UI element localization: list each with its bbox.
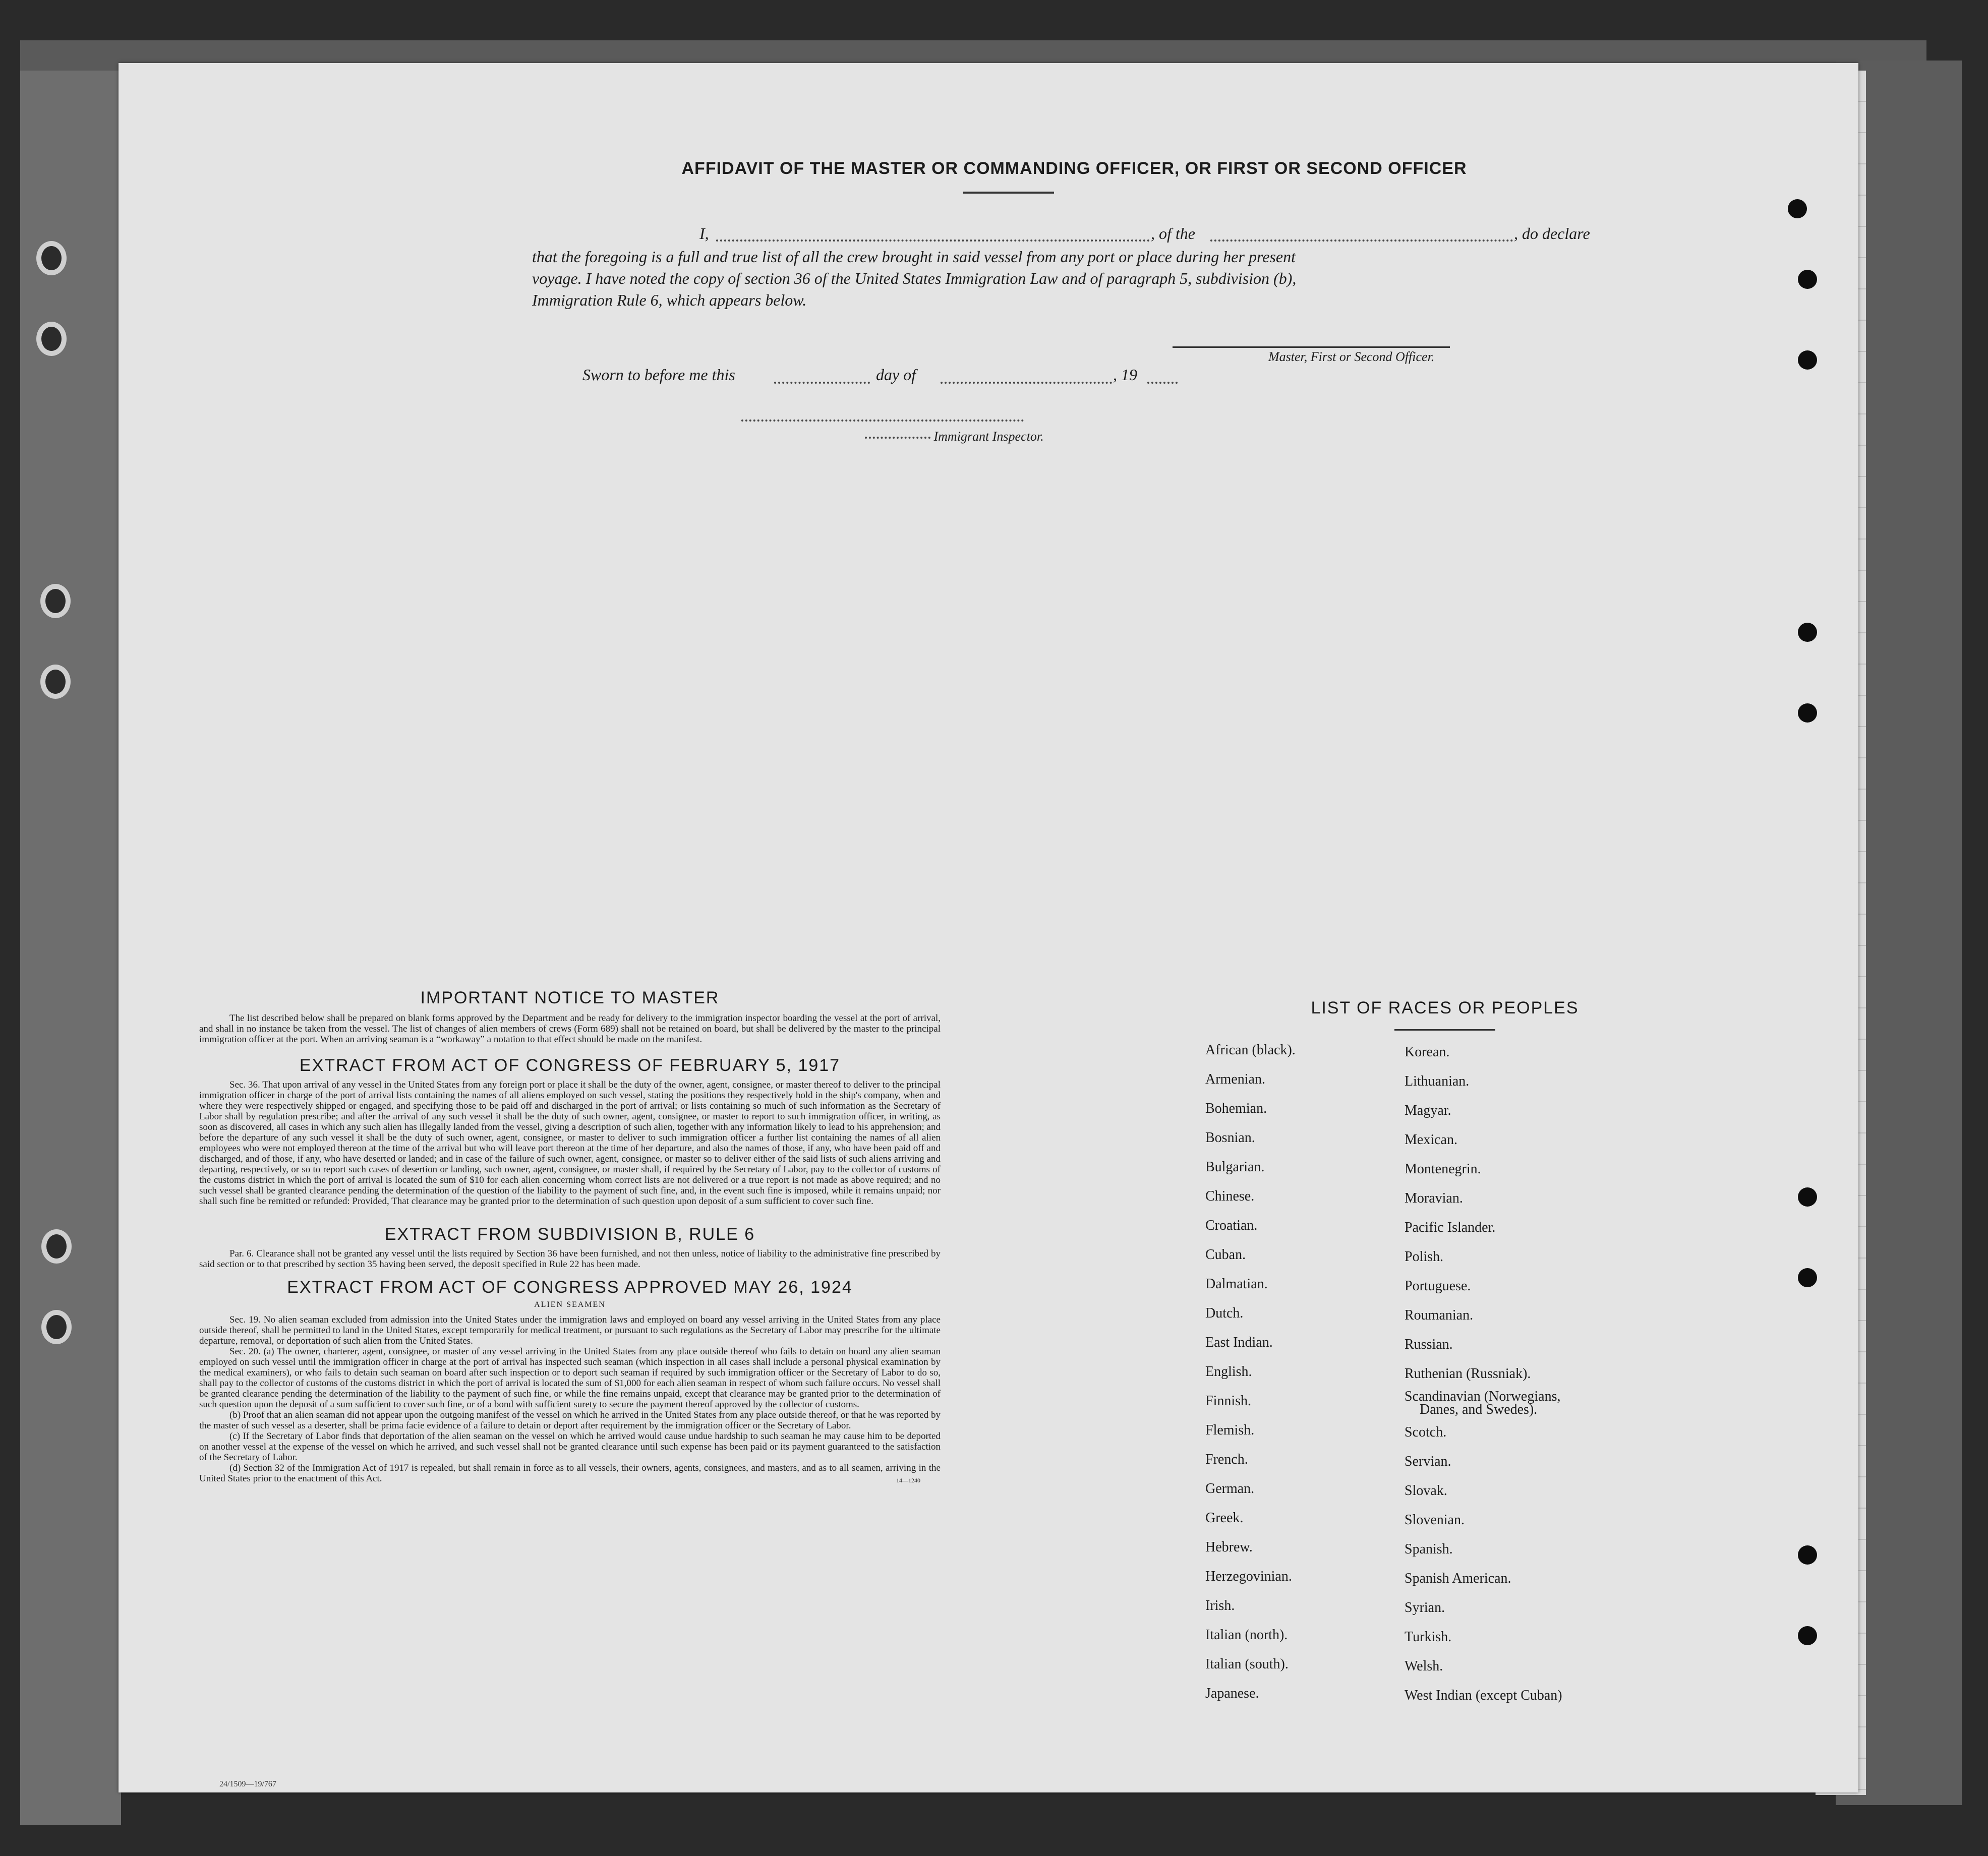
subdivision-title: EXTRACT FROM SUBDIVISION B, RULE 6 xyxy=(384,1225,755,1244)
sec-20c-paragraph: (c) If the Secretary of Labor finds that deportation of the alien seaman on the vessel on which he arrived would cause undue hardship to such seaman he may cause him to be deported on another vessel at the expense of the vessel on which he arrived, and such vessel shall not be granted clearance until such expense has been paid or its payment guaranteed to the satisfaction of the Secretary of Labor. xyxy=(199,1431,941,1463)
race-item: Polish. xyxy=(1405,1249,1444,1265)
binding-hole xyxy=(41,1310,72,1344)
race-item: Bosnian. xyxy=(1205,1130,1255,1146)
affidavit-title: AFFIDAVIT OF THE MASTER OR COMMANDING OFFICER, OR FIRST OR SECOND OFFICER xyxy=(681,159,1467,178)
race-item: Russian. xyxy=(1405,1337,1453,1352)
race-item: Ruthenian (Russniak). xyxy=(1405,1366,1531,1382)
signature-line xyxy=(1173,346,1450,348)
race-item: Bohemian. xyxy=(1205,1101,1267,1116)
of-the-label: , of the xyxy=(1151,224,1195,243)
sec-20d-paragraph: (d) Section 32 of the Immigration Act of 1917 is repealed, but shall remain in force as to all vessels, their owners, agents, consignees, and masters, and as to all seamen, arriving in the United States prior to the enactment of this Act. xyxy=(199,1463,941,1484)
race-item: Irish. xyxy=(1205,1598,1235,1613)
affidavit-line-2: that the foregoing is a full and true list of all the crew brought in said vessel from any port or place during her present xyxy=(532,248,1296,266)
year-label: , 19 xyxy=(1113,366,1137,384)
race-item: Spanish American. xyxy=(1405,1571,1511,1586)
race-item: Japanese. xyxy=(1205,1686,1259,1701)
sec-20b-paragraph: (b) Proof that an alien seaman did not appear upon the outgoing manifest of the vessel on which he arrived in the United States from any place outside thereof, or that he was reported by the master of such vessel as a deserter, shall be prima facie evidence of a failure to detain or deport after requirement by the immigration officer or the Secretary of Labor. xyxy=(199,1410,941,1431)
punch-hole xyxy=(1798,1545,1817,1565)
race-item: Slovak. xyxy=(1405,1483,1447,1499)
punch-hole xyxy=(1788,199,1807,218)
race-item: Korean. xyxy=(1405,1044,1450,1060)
signature-label: Master, First or Second Officer. xyxy=(1268,349,1435,364)
race-item: German. xyxy=(1205,1481,1255,1496)
race-item: Herzegovinian. xyxy=(1205,1569,1292,1584)
races-title-rule xyxy=(1394,1029,1495,1031)
race-item: Croatian. xyxy=(1205,1218,1258,1233)
race-item: Moravian. xyxy=(1405,1190,1463,1206)
race-item: Chinese. xyxy=(1205,1188,1255,1204)
race-item: Hebrew. xyxy=(1205,1539,1253,1555)
race-item: English. xyxy=(1205,1364,1252,1380)
race-item: Magyar. xyxy=(1405,1103,1451,1118)
race-item: Scandinavian (Norwegians, Danes, and Swedes). xyxy=(1405,1389,1561,1417)
binding-left-edge xyxy=(20,40,121,1825)
sworn-label: Sworn to before me this xyxy=(582,366,735,384)
binding-hole xyxy=(36,241,67,275)
race-item: African (black). xyxy=(1205,1042,1296,1058)
race-item: Dalmatian. xyxy=(1205,1276,1268,1292)
race-item: Italian (north). xyxy=(1205,1627,1288,1643)
race-item: East Indian. xyxy=(1205,1335,1273,1350)
punch-hole xyxy=(1798,1268,1817,1287)
notice-title: IMPORTANT NOTICE TO MASTER xyxy=(420,988,720,1007)
race-item: Greek. xyxy=(1205,1510,1244,1526)
race-item: Dutch. xyxy=(1205,1305,1244,1321)
notice-body: The list described below shall be prepared on blank forms approved by the Department and be ready for delivery to the immigration inspector boarding the vessel at the port of arrival, and shall in no instance be taken from the vessel. The list of changes of alien members of crews (Form 689) shall not be retained on board, but shall be delivered by the master to the principal immigration officer at the port. When an arriving seaman is a “workaway” a notation to that effect should be made on the manifest. xyxy=(199,1013,941,1045)
binding-hole xyxy=(41,1229,72,1264)
binding-hole xyxy=(40,584,71,618)
punch-hole xyxy=(1798,623,1817,642)
race-item: Bulgarian. xyxy=(1205,1159,1265,1175)
inspector-dots xyxy=(865,437,930,439)
race-item: West Indian (except Cuban) xyxy=(1405,1688,1562,1703)
inspector-line xyxy=(865,429,1044,444)
subdivision-body: Par. 6. Clearance shall not be granted any vessel until the lists required by Section 36 have been furnished, and not then unless, notice of liability to the administrative fine prescribed by said section or to that prescribed by section 35 having been served, the deposit specified in Rule 22 has been made. xyxy=(199,1248,941,1270)
extract-1917-body: Sec. 36. That upon arrival of any vessel in the United States from any foreign port or place it shall be the duty of the owner, agent, consignee, or master thereof to deliver to the principal immigration officer in charge of the port of arrival lists containing the names of all aliens employed on such vessel, stating the positions they respectively hold in the ship's company, when and where they were respectively shipped or engaged, and specifying those to be paid off and discharged in the port of arrival; or lists containing so much of such information as the Secretary of Labor shall by regulation prescribe; and after the arrival of any such vessel it shall be the duty of such owner, agent, consignee, or master to report to such immigration officer, in writing, as soon as discovered, all cases in which any such alien has illegally landed from the vessel, giving a description of such alien, together with any information likely to lead to his apprehension; and before the departure of any such vessel it shall be the duty of such owner, agent, consignee, or master to deliver to such immigration officer a further list containing the names of all alien employees who were not employed thereon at the time of the arrival but who will leave port thereon at the time of her departure, and also the names of those, if any, who have been paid off and discharged, and of those, if any, who have deserted or landed; and in case of the failure of such owner, agent, consignee, or master so to deliver either of the said lists of such aliens arriving and departing, respectively, or so to report such cases of desertion or landing, such owner, agent, consignee, or master shall, if required by the Secretary of Labor, pay to the collector of customs of the customs district in which the port of arrival is located the sum of $10 for each alien concerning whom correct lists are not delivered or a true report is not made as above required; and no such vessel shall be granted clearance pending the determination of the question of the liability to the payment of such fine, and, in the event such fine is imposed, while it remains unpaid; nor shall such fine be remitted or refunded: Provided, That clearance may be granted prior to the determination of such question upon deposit of a sum sufficient to cover such fine. xyxy=(199,1080,941,1207)
race-item: Servian. xyxy=(1405,1454,1451,1469)
race-item: Slovenian. xyxy=(1405,1512,1465,1528)
title-rule xyxy=(963,192,1054,194)
extract-1917-title: EXTRACT FROM ACT OF CONGRESS OF FEBRUARY 5, 1917 xyxy=(299,1056,841,1075)
race-item: Finnish. xyxy=(1205,1393,1252,1409)
print-code: 24/1509—19/767 xyxy=(219,1780,276,1788)
sec-19-paragraph: Sec. 19. No alien seaman excluded from admission into the United States under the immigration laws and employed on board any vessel arriving in the United States from any place outside thereof, shall be permitted to land in the United States, except temporarily for medical treatment, or pursuant to such regulations as the Secretary of Labor may prescribe for the ultimate departure, removal, or deportation of such alien from the United States. xyxy=(199,1314,941,1346)
race-item: Spanish. xyxy=(1405,1541,1453,1557)
race-item: Armenian. xyxy=(1205,1071,1265,1087)
race-item: Syrian. xyxy=(1405,1600,1445,1615)
race-item: Mexican. xyxy=(1405,1132,1457,1148)
month-blank xyxy=(941,382,1112,384)
declare-label: , do declare xyxy=(1514,224,1590,243)
i-label: I, xyxy=(699,224,709,243)
year-blank xyxy=(1147,382,1178,384)
race-item: Roumanian. xyxy=(1405,1307,1474,1323)
race-item: Montenegrin. xyxy=(1405,1161,1481,1177)
affidavit-line-3: voyage. I have noted the copy of section 36 of the United States Immigration Law and of paragraph 5, subdivision (b), xyxy=(532,269,1297,287)
race-item: Flemish. xyxy=(1205,1422,1255,1438)
race-item: Portuguese. xyxy=(1405,1278,1471,1294)
punch-hole xyxy=(1798,350,1817,370)
race-item: French. xyxy=(1205,1452,1248,1467)
inspector-label: Immigrant Inspector. xyxy=(933,429,1044,444)
form-code: 14—1240 xyxy=(896,1477,920,1484)
punch-hole xyxy=(1798,703,1817,723)
day-blank xyxy=(774,382,870,384)
extract-1924-title: EXTRACT FROM ACT OF CONGRESS APPROVED MAY 26, 1924 xyxy=(287,1278,853,1297)
day-of-label: day of xyxy=(876,366,916,384)
punch-hole xyxy=(1798,1187,1817,1207)
race-item: Italian (south). xyxy=(1205,1656,1289,1672)
race-item: Pacific Islander. xyxy=(1405,1220,1496,1235)
inspector-signature-line xyxy=(741,420,1024,422)
affidavit-line-4: Immigration Rule 6, which appears below. xyxy=(532,291,807,309)
binding-hole xyxy=(36,322,67,356)
vessel-blank xyxy=(1210,240,1513,242)
binding-hole xyxy=(40,665,71,699)
punch-hole xyxy=(1798,270,1817,289)
race-item: Lithuanian. xyxy=(1405,1073,1470,1089)
races-title: LIST OF RACES OR PEOPLES xyxy=(1311,998,1579,1017)
race-item: Turkish. xyxy=(1405,1629,1452,1645)
punch-hole xyxy=(1798,1626,1817,1645)
race-item: Welsh. xyxy=(1405,1658,1443,1674)
race-item: Cuban. xyxy=(1205,1247,1246,1263)
sec-20a-paragraph: Sec. 20. (a) The owner, charterer, agent, consignee, or master of any vessel arriving in the United States from any place outside thereof who fails to detain on board any alien seaman employed on such vessel until the immigration officer in charge at the port of arrival has inspected such seaman (which inspection in all cases shall include a personal physical examination by the medical examiners), or who fails to detain such seaman on board after such inspection or to deport such seaman if required by such immigration officer or the Secretary of Labor to do so, shall pay to the collector of customs of the customs district in which the port of arrival is located the sum of $1,000 for each alien seaman in respect of whom such failure occurs. No vessel shall be granted clearance pending the determination of the liability to the payment of such fine, or while the fine remains unpaid, except that clearance may be granted prior to the determination of such question upon the deposit of a sum sufficient to cover such fine, or of a bond with sufficient surety to secure the payment thereof approved by the collector of customs. xyxy=(199,1346,941,1410)
legal-column xyxy=(199,988,941,1484)
form-page xyxy=(119,63,1858,1792)
name-blank xyxy=(716,240,1150,242)
alien-seamen-subtitle: ALIEN SEAMEN xyxy=(534,1300,606,1309)
race-item: Scotch. xyxy=(1405,1424,1447,1440)
affidavit-text xyxy=(532,246,1642,311)
